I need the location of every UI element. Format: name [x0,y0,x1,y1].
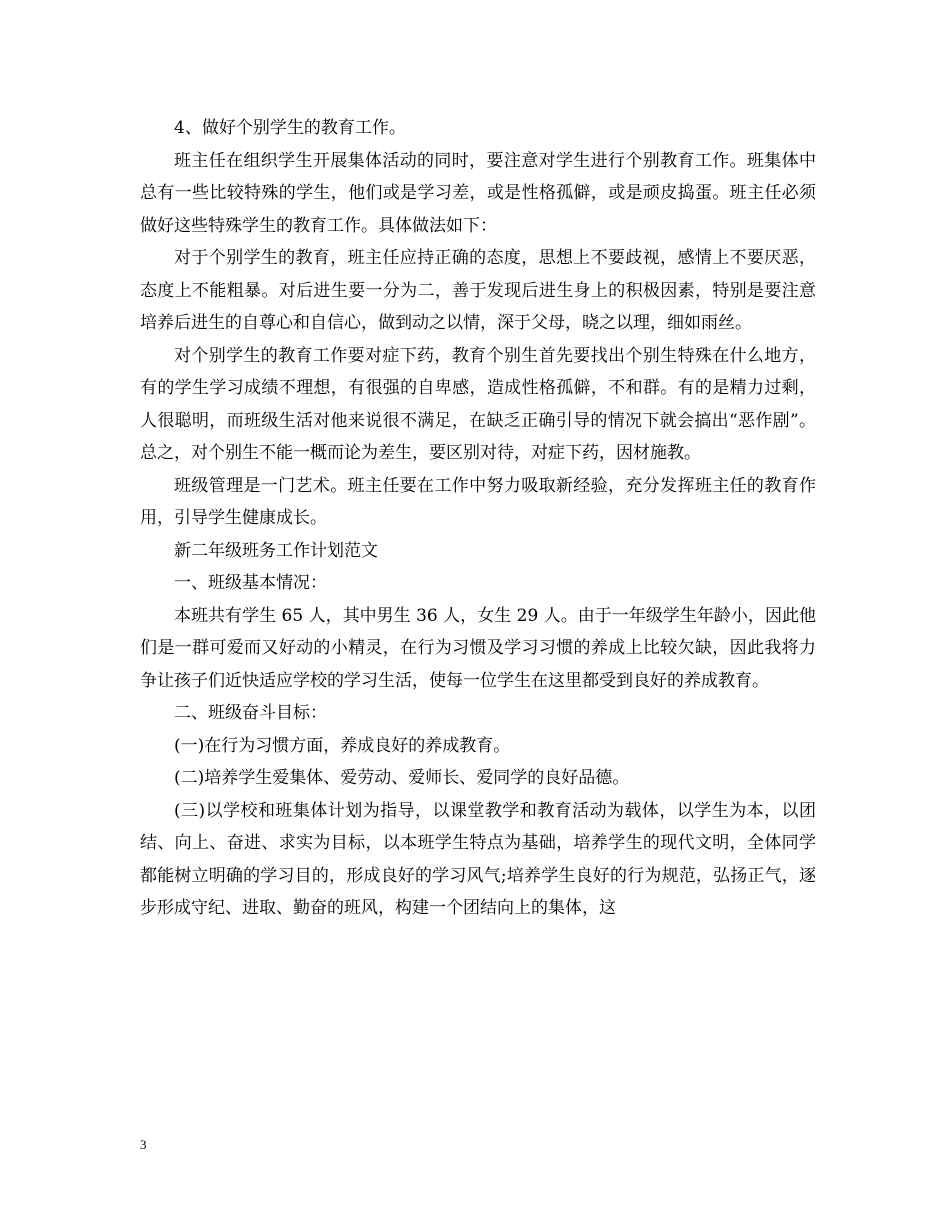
paragraph-goal-3: (三)以学校和班集体计划为指导，以课堂教学和教育活动为载体，以学生为本，以团结、向上、奋进、求实为目标，以本班学生特点为基础，培养学生的现代文明，全体同学都能树立明确的学习目的，形成良好的学习风气;培养学生良好的行为规范，弘扬正气，逐步形成守纪、进取、勤奋的班风，构建一个团结向上的集体，这 [140,800,816,918]
paragraph-class-basic-situation: 本班共有学生 65 人，其中男生 36 人，女生 29 人。由于一年级学生年龄小，因此他们是一群可爱而又好动的小精灵，在行为习惯及学习习惯的养成上比较欠缺，因此我将力争让孩子们近快适应学校的学习生活，使每一位学生在这里都受到良好的养成教育。 [140,605,816,691]
paragraph-individual-education-intro: 班主任在组织学生开展集体活动的同时，要注意对学生进行个别教育工作。班集体中总有一些比较特殊的学生，他们或是学习差，或是性格孤僻，或是顽皮捣蛋。班主任必须做好这些特殊学生的教育工作。具体做法如下： [140,150,816,236]
paragraph-section-1-heading: 一、班级基本情况： [174,573,327,593]
document-body [140,112,816,925]
paragraph-class-management-art: 班级管理是一门艺术。班主任要在工作中努力吸取新经验，充分发挥班主任的教育作用，引导学生健康成长。 [140,475,816,528]
paragraph-section-4-heading: 4、做好个别学生的教育工作。 [174,118,406,138]
paragraph-correct-attitude: 对于个别学生的教育，班主任应持正确的态度，思想上不要歧视，感情上不要厌恶，态度上不能粗暴。对后进生要一分为二，善于发现后进生身上的积极因素，特别是要注意培养后进生的自尊心和自信心，做到动之以情，深于父母，晓之以理，细如雨丝。 [140,248,816,333]
paragraph-section-2-heading: 二、班级奋斗目标： [174,703,327,723]
paragraph-goal-2: (二)培养学生爱集体、爱劳动、爱师长、爱同学的良好品德。 [174,768,630,788]
page-number: 3 [140,1137,147,1152]
paragraph-plan-title: 新二年级班务工作计划范文 [174,540,378,561]
paragraph-targeted-education: 对个别学生的教育工作要对症下药，教育个别生首先要找出个别生特殊在什么地方，有的学生学习成绩不理想，有很强的自卑感，造成性格孤僻，不和群。有的是精力过剩，人很聪明，而班级生活对他来说很不满足，在缺乏正确引导的情况下就会搞出“恶作剧”。总之，对个别生不能一概而论为差生，要区别对待，对症下药，因材施教。 [140,345,816,463]
paragraph-goal-1: (一)在行为习惯方面，养成良好的养成教育。 [174,735,511,756]
